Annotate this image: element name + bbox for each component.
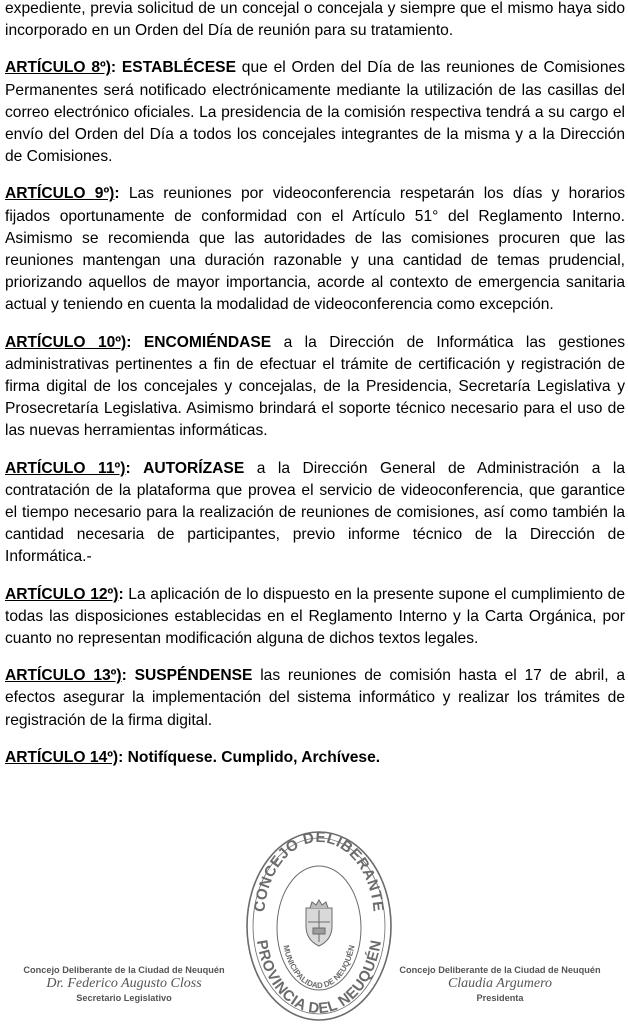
- article-colon: :: [126, 333, 132, 351]
- signature-left: [4, 964, 244, 1004]
- article-text: Las reuniones por videoconferencia respetarán los días y horarios fijados oportunamente de conformidad con el Artículo 51° del Reglamento Interno. Asimismo se recomienda que las autoridades de las comisiones procuren que las reuniones mantengan una duración razonable y una cantidad de temas prudencial, priorizando aquellos de mayor importancia, acorde al contexto de emergencia sanitaria actual y teniendo en cuenta la modalidad de videoconferencia como excepción.: [5, 185, 625, 314]
- signature-role: Secretario Legislativo: [76, 993, 172, 1003]
- article-14: [5, 747, 625, 769]
- article-keyword: ESTABLÉCESE: [121, 59, 236, 77]
- coat-of-arms-icon: [306, 900, 332, 946]
- article-keyword: SUSPÉNDENSE: [134, 667, 253, 685]
- article-colon: :: [110, 59, 117, 77]
- seal-bottom-text: PROVINCIA DEL NEUQUÉN: [252, 938, 386, 1018]
- seal-top-text: CONCEJO DELIBERANTE: [251, 830, 387, 913]
- article-heading: ARTÍCULO 13º): [5, 667, 122, 685]
- article-heading: ARTÍCULO 10º): [5, 333, 127, 351]
- article-text: a la Dirección de Informática las gestiones administrativas pertinentes a fin de efectuar el trámite de certificación y registración de firma digital de los concejales y concejalas, de la Presidencia, Secretaría Legislativa y Prosecretaría Legislativa. Asimismo brindará el soporte técnico necesario para el uso de las nuevas herramientas informáticas.: [5, 333, 625, 440]
- article-final-text: Notifíquese. Cumplido, Archívese.: [123, 748, 381, 766]
- article-13: [5, 665, 625, 732]
- signature-role: Presidenta: [476, 993, 524, 1003]
- article-colon: :: [121, 667, 127, 685]
- signature-org: Concejo Deliberante de la Ciudad de Neuquén: [399, 965, 601, 975]
- article-colon: :: [118, 585, 124, 603]
- article-10: [5, 332, 625, 443]
- article-heading: ARTÍCULO 14º): [5, 748, 119, 766]
- official-seal-icon: [244, 830, 394, 1024]
- svg-text:MUNICIPALIDAD DE NEUQUÉN: [281, 944, 356, 990]
- signature-footer: [0, 830, 628, 1024]
- article-heading: ARTÍCULO 9º): [5, 185, 115, 203]
- article-keyword: ENCOMIÉNDASE: [143, 333, 272, 351]
- article-text: a la Dirección General de Administración a la contratación de la plataforma que provea el servicio de videoconferencia, que garantice el tiempo necesario para la realización de reuniones de comisiones, así como también la cantidad necesaria de participantes, previo informe técnico de la Dirección de Informática.-: [5, 459, 626, 566]
- article-heading: ARTÍCULO 8º): [5, 59, 111, 77]
- signature-org: Concejo Deliberante de la Ciudad de Neuquén: [23, 965, 225, 975]
- article-colon: :: [125, 459, 131, 477]
- paragraph-text: expediente, previa solicitud de un concejal o concejala y siempre que el mismo haya sido incorporado en un Orden del Día de reunión para su tratamiento.: [5, 0, 625, 40]
- article-colon: :: [118, 748, 124, 766]
- article-text: que el Orden del Día de las reuniones de Comisiones Permanentes será notificado electrónicamente mediante la utilización de las casillas del correo electrónico oficiales. La presidencia de la comisión respectiva tendrá a su cargo el envío del Orden del Día a todos los concejales integrantes de la misma y a la Dirección de Comisiones.: [5, 59, 625, 166]
- svg-text:PROVINCIA DEL NEUQUÉN: [253, 939, 385, 1018]
- article-keyword: AUTORÍZASE: [143, 459, 245, 477]
- article-heading: ARTÍCULO 11º): [5, 459, 126, 477]
- signature-name: Dr. Federico Augusto Closs: [46, 976, 202, 991]
- signature-name: Claudia Argumero: [447, 976, 553, 991]
- article-9: [5, 183, 625, 316]
- seal-inner-text: MUNICIPALIDAD DE NEUQUÉN: [281, 944, 357, 991]
- paragraph-continuation: [5, 0, 625, 42]
- article-8: [5, 57, 625, 168]
- article-11: [5, 458, 625, 569]
- article-colon: :: [114, 185, 120, 203]
- article-heading: ARTÍCULO 12º): [5, 585, 119, 603]
- document-body: [5, 0, 625, 784]
- article-text: las reuniones de comisión hasta el 17 de abril, a efectos asegurar la implementación del sistema informático y realizar los trámites de registración de la firma digital.: [5, 667, 625, 729]
- article-12: [5, 584, 625, 651]
- article-text: La aplicación de lo dispuesto en la presente supone el cumplimiento de todas las disposiciones establecidas en el Reglamento Interno y la Carta Orgánica, por cuanto no representan modificación alguna de dichos textos legales.: [5, 585, 625, 648]
- signature-right: [380, 964, 620, 1004]
